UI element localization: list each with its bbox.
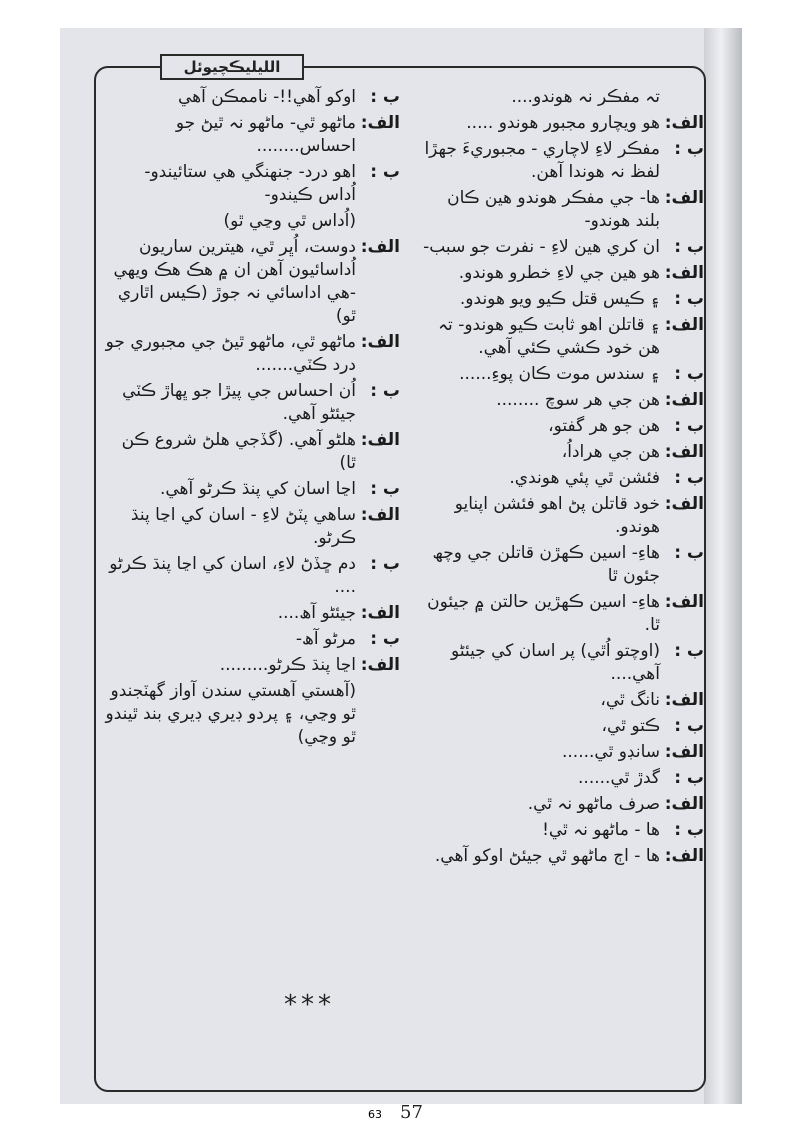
dialogue-line [422,640,704,686]
dialogue-text: فئشن ٿي پئي ھوندي. [509,468,660,488]
dialogue-text: (آھستي آھستي سندن آواز گھٽجندو ٿو وڃي، ۽ پردو ڊيري ڊيري بند ٿيندو ٿو وڃي) [105,681,356,747]
dialogue-text: ھا- جي مفڪر ھوندو ھين ڪان بلند ھوندو- [447,188,660,231]
dialogue-line [104,478,400,501]
dialogue-text: دوست، اُڀر ٿي، ھيترين ساريون اُداسائيون آھن ان ۾ ھڪ ھڪ ويھي -ھي اداسائي نہ جوڙ (ڪيس اٿاري ٿو) [113,237,356,326]
speaker-label: الف: [664,442,704,462]
speaker-label: الف: [664,690,704,710]
speaker-label: الف: [664,188,704,208]
dialogue-line [422,845,704,868]
speaker-label: ب : [674,641,704,661]
dialogue-line [104,553,400,599]
dialogue-line [422,793,704,816]
dialogue-text: ھاءِ- اسين ڪھڙين حالتن ۾ جيئون ٿا. [427,592,660,635]
dialogue-line [422,715,704,738]
speaker-label: ب : [674,820,704,840]
speaker-label: الف: [664,742,704,762]
dialogue-line [422,187,704,233]
speaker-label: الف: [360,655,400,675]
speaker-label: الف: [664,846,704,866]
dialogue-line [422,767,704,790]
speaker-label: ب : [370,554,400,574]
dialogue-text: ھا - اڄ ماڻھو ٿي جيئڻ اوکو آھي. [434,846,660,866]
speaker-label: ب : [674,139,704,159]
header-title: الليليڪچيوئل [160,54,304,80]
dialogue-line [104,504,400,550]
dialogue-line [104,680,400,749]
dialogue-text: ماڻھو ٿي، ماڻھو ٿيڻ جي مجبوري جو درد ڪٽي....... [105,332,356,375]
speaker-label [356,680,400,749]
dialogue-text: ڪتو ٿي، [601,716,660,736]
dialogue-text: ۽ سندس موت ڪان پوءِ...... [459,364,660,384]
speaker-label: ب : [674,237,704,257]
dialogue-text: (اُداس ٿي وڃي ٿو) [223,211,356,231]
dialogue-line [422,819,704,842]
dialogue-line [422,542,704,588]
dialogue-line [104,161,400,207]
dialogue-line [104,602,400,625]
speaker-label: ب : [370,479,400,499]
speaker-label: ب : [370,87,400,107]
dialogue-text: ھا - ماڻھو نہ ٿي! [542,820,660,840]
speaker-label: الف: [664,315,704,335]
speaker-label: ب : [674,416,704,436]
dialogue-line [422,389,704,412]
dialogue-line [104,429,400,475]
dialogue-text: (اوچتو اُٿي) پر اسان کي جيئڻو آھي.... [451,641,660,684]
dialogue-text: ھن جو ھر گفتو، [548,416,660,436]
dialogue-line [422,138,704,184]
dialogue-line [422,314,704,360]
dialogue-text: اڃا اسان کي پنڌ ڪرڻو آھي. [159,479,356,499]
speaker-label [356,210,400,233]
dialogue-line [104,112,400,158]
dialogue-text: ھاءِ- اسين ڪھڙن قاتلن جي وچھ جئون ٿا [432,543,660,586]
speaker-label: الف: [360,237,400,257]
dialogue-line [422,467,704,490]
dialogue-text: تہ مفڪر نہ ھوندو.... [511,87,660,107]
speaker-label: الف: [664,494,704,514]
dialogue-text: دم ڇڏڻ لاءِ، اسان کي اڃا پنڌ ڪرڻو .... [109,554,356,597]
speaker-label: ب : [674,543,704,563]
dialogue-text: اُن احساس جي پيڙا جو ڀھاڙ ڪٽي جيئڻو آھي. [122,381,356,424]
dialogue-text: ماڻھو ٿي- ماڻھو نہ ٿيڻ جو احساس........ [175,113,356,156]
speaker-label: الف: [360,603,400,623]
dialogue-line [104,86,400,109]
book-spine [704,28,742,1104]
left-column [104,86,400,752]
dialogue-line [422,689,704,712]
dialogue-line [422,415,704,438]
speaker-label [660,86,704,109]
dialogue-line [104,236,400,328]
speaker-label: ب : [370,629,400,649]
dialogue-line [422,493,704,539]
speaker-label: الف: [664,113,704,133]
dialogue-text: مرڻو آھ- [295,629,356,649]
right-column [422,86,704,871]
dialogue-text: ۽ ڪيس قتل ڪيو ويو ھوندو. [459,289,660,309]
speaker-label: ب : [674,716,704,736]
dialogue-line [422,441,704,464]
dialogue-text: صرف ماڻھو نہ ٿي. [527,794,660,814]
dialogue-line [422,288,704,311]
outer-page-number: 63 [368,1108,382,1121]
speaker-label: الف: [360,505,400,525]
speaker-label: الف: [664,794,704,814]
speaker-label: الف: [360,332,400,352]
dialogue-text: گدڙ ٿي...... [578,768,660,788]
dialogue-line [422,741,704,764]
dialogue-line [422,86,704,109]
speaker-label: الف: [360,113,400,133]
dialogue-line [104,628,400,651]
dialogue-text: ساھي پٽڻ لاءِ - اسان کي اڃا پنڌ ڪرڻو. [130,505,356,548]
section-stars: *** [284,990,335,1020]
speaker-label: ب : [370,162,400,182]
dialogue-text: جيئڻو آھ.... [277,603,356,623]
dialogue-text: ۽ قاتلن اھو ثابت ڪيو ھوندو- تہ ھن خود ڪشي ڪئي آھي. [438,315,660,358]
dialogue-line [104,380,400,426]
dialogue-line [104,654,400,677]
dialogue-text: ھن جي ھراداُ، [561,442,660,462]
dialogue-line [422,262,704,285]
dialogue-line [422,591,704,637]
speaker-label: ب : [674,468,704,488]
speaker-label: ب : [674,768,704,788]
dialogue-line [422,112,704,135]
speaker-label: ب : [674,289,704,309]
dialogue-line [422,363,704,386]
page-number: 57 [400,1102,423,1123]
dialogue-text: نانگ ٿي، [600,690,660,710]
dialogue-text: ان کري ھين لاءِ - نفرت جو سبب- [423,237,660,257]
speaker-label: الف: [664,592,704,612]
dialogue-text: ھن جي ھر سوچ ........ [496,390,660,410]
dialogue-text: اوکو آھي!!- ناممڪن آھي [177,87,356,107]
speaker-label: الف: [664,263,704,283]
dialogue-text: اڃا پنڌ ڪرڻو......... [219,655,356,675]
dialogue-text: سانڊو ٿي...... [561,742,660,762]
dialogue-text: خود قاتلن پڻ اھو فئشن اپنايو ھوندو. [454,494,660,537]
dialogue-text: ھلڻو آھي. (گڏجي ھلڻ شروع ڪن ٿا) [121,430,356,473]
speaker-label: الف: [360,430,400,450]
dialogue-line [422,236,704,259]
speaker-label: ب : [674,364,704,384]
dialogue-line [104,331,400,377]
dialogue-line [104,210,400,233]
dialogue-text: ھو ويچارو مجبور ھوندو ..... [466,113,660,133]
dialogue-text: ھو ھين جي لاءِ خطرو ھوندو. [458,263,660,283]
speaker-label: ب : [370,381,400,401]
speaker-label: الف: [664,390,704,410]
dialogue-text: اھو درد- جنھنگي ھي ستائيندو- اُداس ڪيندو- [144,162,356,205]
dialogue-text: مفڪر لاءِ لاچاري - مجبوريءَ جھڙا لفظ نہ ھوندا آھن. [424,139,660,182]
